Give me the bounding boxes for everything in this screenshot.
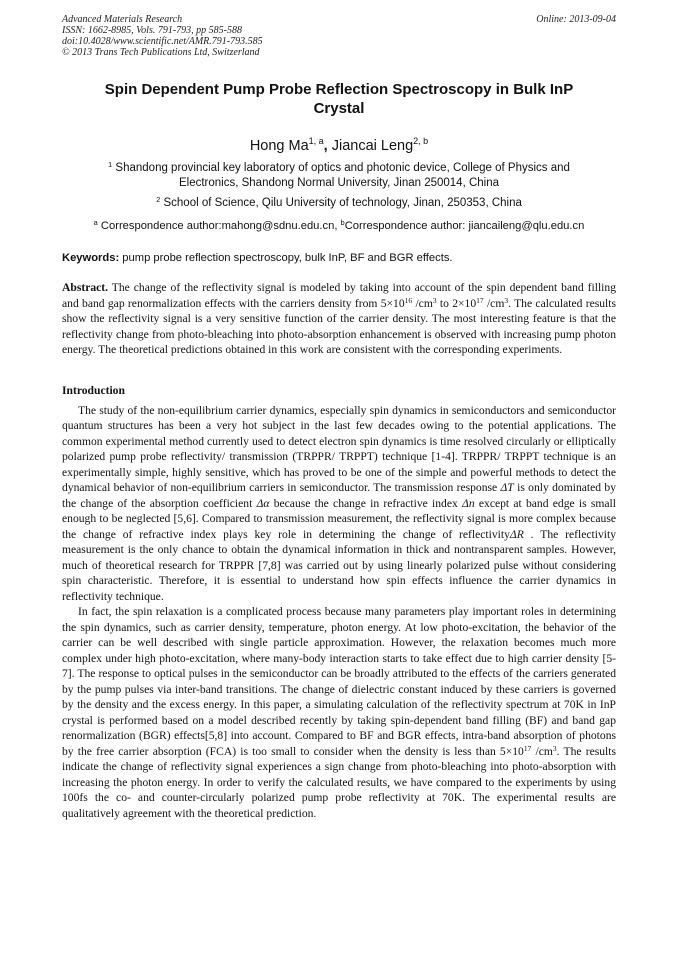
affiliation-2	[62, 192, 616, 211]
intro-paragraph-2	[62, 604, 616, 821]
intro-p2-exp-1: 17	[523, 743, 532, 753]
issn-line: ISSN: 1662-8985, Vols. 791-793, pp 585-588	[62, 25, 242, 36]
keywords-text: pump probe reflection spectroscopy, bulk InP, BF and BGR effects.	[119, 252, 453, 264]
delta-r-symbol: ΔR	[509, 527, 524, 541]
affiliation-1-sup: 1	[108, 160, 113, 169]
abstract-text-4: /cm	[483, 296, 505, 310]
intro-p1-e: . The reflectivity measurement is the only chance to obtain the dynamical information in thick and nontransparent samples. However, much of theoretical research for TRPPR [7,8] was carried out by using linearly polarized pulse without considering spin characteristic. Therefore, it is essential to understand how spin effects influence the carrier dynamics in reflectivity technique.	[62, 527, 616, 603]
journal-header	[62, 14, 616, 58]
intro-p2-b: /cm	[531, 744, 553, 758]
affiliation-2-text: School of Science, Qilu University of technology, Jinan, 250353, China	[160, 197, 522, 209]
intro-p1-a: The study of the non-equilibrium carrier dynamics, especially spin dynamics in semiconductors and semiconductor quantum structures has been a very hot subject in the last few decades owing to the potential applications. The common experimental method currently used to detect electron spin dynamics is time resolved circularly or elliptically polarized pump probe reflectivity/ transmission (TRPPR/ TRPPT) technique [1-4]. TRPPR/ TRPPT technique is an experimentally simple, highly sensitive, which has proved to be one of the simple and powerful methods to detect the dynamical behavior of non-equilibrium carriers in semiconductor. The transmission response	[62, 403, 616, 494]
copyright-line: © 2013 Trans Tech Publications Ltd, Switzerland	[62, 47, 260, 58]
keywords	[62, 251, 616, 265]
affiliation-2-sup: 2	[156, 195, 161, 204]
author-list	[62, 132, 616, 155]
affiliation-1-line-1: Shandong provincial key laboratory of optics and photonic device, College of Physics and	[112, 162, 570, 174]
delta-alpha-symbol: Δα	[256, 496, 270, 510]
abstract-exp-2: 3	[432, 295, 437, 305]
delta-t-symbol: ΔT	[500, 481, 514, 494]
introduction-heading: Introduction	[62, 384, 125, 397]
abstract-exp-4: 3	[504, 295, 509, 305]
abstract-text-1: The change of the reflectivity signal is modeled by taking into account of the spin dependent band filling and band gap renormalization effects with the carriers density from 5×10	[62, 281, 616, 310]
online-date: Online: 2013-09-04	[536, 14, 616, 25]
intro-p1-c: because the change in refractive index	[269, 496, 463, 510]
author-1-sup: 1, a	[308, 136, 324, 146]
intro-p1-b: is only dominated by the change of the absorption coefficient	[62, 481, 616, 510]
intro-p2-a: In fact, the spin relaxation is a complicated process because many parameters play important roles in determining the spin dynamics, such as carrier density, temperature, photon energy. At low photo-excitation, the behavior of the carrier can be well described with single particle approximation. However, the relaxation becomes much more complex under high photo-excitation, where many-body interaction starts to take effect due to high carrier density [5-7]. The response to optical pulses in the semiconductor can be broadly attributed to the effects of the carriers generated by the pump pulses via inter-band transitions. The change of dielectric constant induced by these carriers is governed by the density and the excess energy. In this paper, a simulating calculation of the reflectivity spectrum at 70K in InP crystal is performed based on a model described recently by taking spin-dependent band filling (BF) and band gap renormalization (BGR) effects[5,8] into account. Compared to BF and BGR effects, intra-band absorption of photons by the free carrier absorption (FCA) is too small to consider when the density is less than 5×10	[62, 605, 616, 758]
affiliation-1-line-2: Electronics, Shandong Normal University, Jinan 250014, China	[178, 177, 500, 189]
abstract	[62, 280, 616, 358]
abstract-exp-3: 17	[476, 295, 484, 305]
author-separator: ,	[323, 138, 332, 154]
author-2-name: Jiancai Leng	[331, 138, 414, 154]
title-line-1: Spin Dependent Pump Probe Reflection Spectroscopy in Bulk InP	[104, 81, 574, 98]
intro-p2-exp-2: 3	[552, 743, 557, 753]
title-line-2: Crystal	[313, 100, 365, 117]
journal-name: Advanced Materials Research	[62, 14, 183, 25]
doi-line: doi:10.4028/www.scientific.net/AMR.791-793.585	[62, 36, 263, 47]
correspondence	[62, 216, 616, 233]
corr-a-text: Correspondence author:mahong@sdnu.edu.cn,	[97, 220, 341, 232]
intro-p2-c: . The results indicate the change of reflectivity signal experiences a sign change from photo-bleaching into photo-absorption with increasing the photon energy. In order to verify the calculated results, we have compared to the experiments by using 100fs the co- and counter-circularly polarized pump probe reflectivity at 70K. The experimental results are qualitatively agreement with the theoretical prediction.	[62, 744, 616, 820]
introduction	[62, 383, 616, 821]
keywords-label: Keywords:	[62, 252, 120, 264]
corr-b-text: Correspondence author: jiancaileng@qlu.edu.cn	[344, 220, 585, 232]
delta-n-symbol: Δn	[462, 496, 475, 510]
corr-b-sup: b	[340, 218, 345, 227]
intro-p1-d: except at band edge is small enough to be neglected [5,6]. Compared to transmission measurement, the reflectivity signal is more complex because the change of refractive index plays key role in determining the change of reflectivity	[62, 496, 616, 541]
author-1-name: Hong Ma	[249, 138, 309, 154]
corr-a-sup: a	[93, 218, 98, 227]
abstract-exp-1: 16	[404, 295, 413, 305]
abstract-text-5: . The calculated results show the reflectivity signal is a very sensitive function of the carrier density. The most interesting feature is that the reflectivity change from photo-bleaching into photo-absorption enhancement is observed with increasing pump photon energy. The theoretical predictions obtained in this work are consistent with the corresponding experiments.	[62, 296, 616, 356]
author-2-sup: 2, b	[413, 136, 429, 146]
paper-title	[62, 80, 616, 118]
intro-paragraph-1	[62, 403, 616, 605]
abstract-label: Abstract.	[62, 281, 109, 294]
abstract-text-3: to 2×10	[436, 296, 477, 310]
abstract-text-2: /cm	[412, 296, 433, 310]
affiliation-1	[62, 157, 616, 191]
